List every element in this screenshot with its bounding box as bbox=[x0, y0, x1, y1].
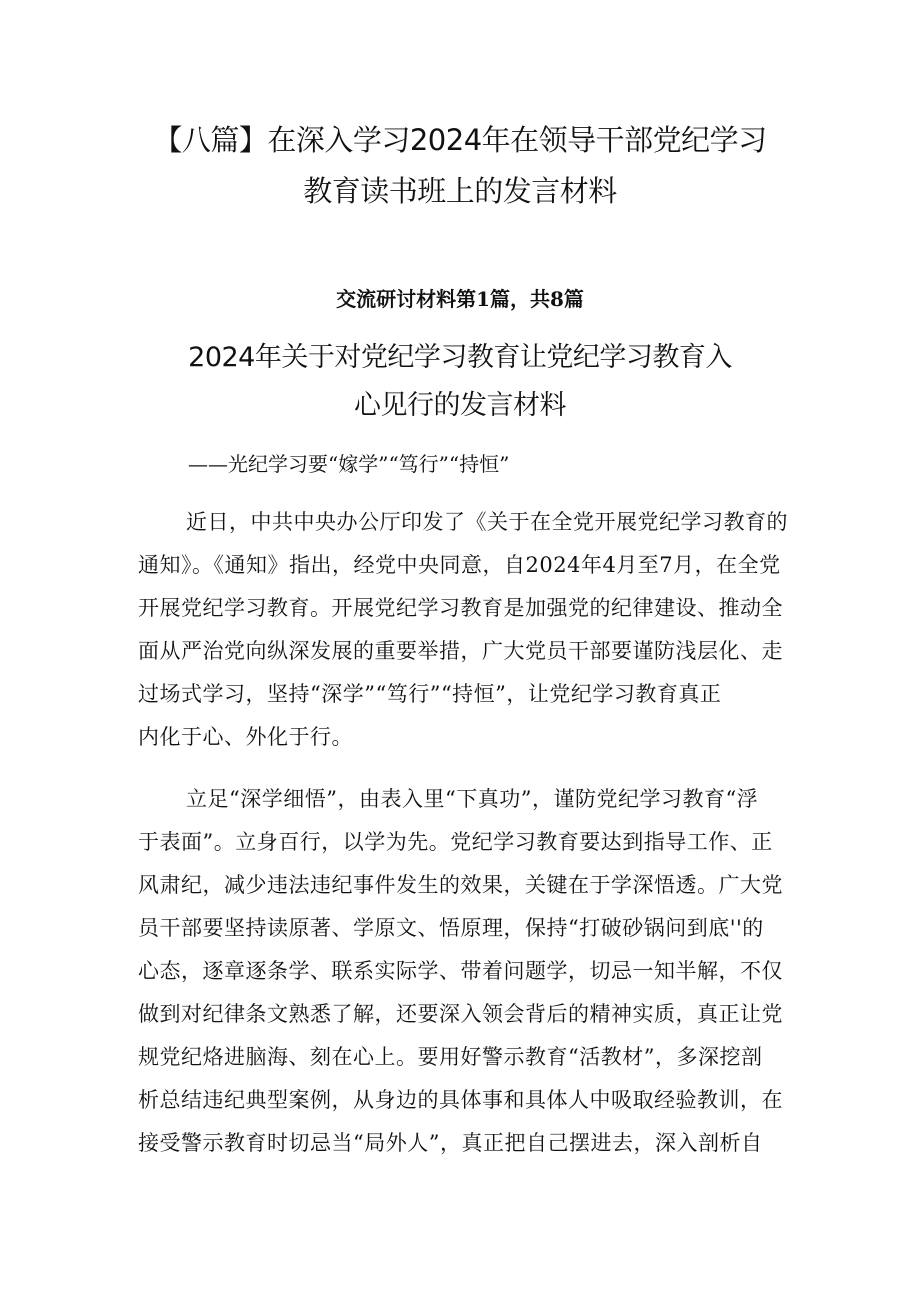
part-label: 交流研讨材料第1篇，共8篇 bbox=[336, 287, 584, 311]
document-title-line-2: 教育读书班上的发言材料 bbox=[303, 174, 617, 208]
paragraph-1-line: 通知》。《通知》指出，经党中央同意，自2024年4月至7月，在全党 bbox=[138, 553, 781, 577]
paragraph-1-line: 过场式学习，坚持“深学”“笃行”“持恒”，让党纪学习教育真正 bbox=[138, 682, 722, 706]
paragraph-2-line: 立足“深学细悟”，由表入里“下真功”，谨防党纪学习教育“浮 bbox=[186, 787, 759, 811]
paragraph-1-line: 面从严治党向纵深发展的重要举措，广大党员干部要谨防浅层化、走 bbox=[138, 639, 783, 663]
paragraph-2-line: 规党纪烙进脑海、刻在心上。要用好警示教育“活教材”，多深挖剖 bbox=[138, 1045, 763, 1069]
paragraph-2-line: 心态，逐章逐条学、联系实际学、带着问题学，切忌一知半解，不仅 bbox=[138, 959, 783, 983]
section-title-line-1: 2024年关于对党纪学习教育让党纪学习教育入 bbox=[188, 342, 732, 373]
paragraph-1-line: 近日，中共中央办公厅印发了《关于在全党开展党纪学习教育的 bbox=[186, 510, 788, 534]
paragraph-2-line: 于表面”。立身百行，以学为先。党纪学习教育要达到指导工作、正 bbox=[138, 830, 773, 854]
document-title-line-1: 【八篇】在深入学习2024年在领导干部党纪学习 bbox=[153, 123, 767, 157]
paragraph-2-line: 员干部要坚持读原著、学原文、悟原理，保持“打破砂锅问到底''的 bbox=[138, 916, 764, 940]
paragraph-2-line: 风肃纪，减少违法违纪事件发生的效果，关键在于学深悟透。广大党 bbox=[138, 873, 783, 897]
paragraph-2-line: 析总结违纪典型案例，从身边的具体事和具体人中吸取经验教训，在 bbox=[138, 1088, 783, 1112]
paragraph-1-line: 开展党纪学习教育。开展党纪学习教育是加强党的纪律建设、推动全 bbox=[138, 596, 783, 620]
paragraph-2-line: 做到对纪律条文熟悉了解，还要深入领会背后的精神实质，真正让党 bbox=[138, 1002, 783, 1026]
section-title-line-2: 心见行的发言材料 bbox=[354, 390, 566, 421]
paragraph-2-line: 接受警示教育时切忌当“局外人”，真正把自己摆进去，深入剖析自 bbox=[138, 1131, 763, 1155]
section-subtitle: ——光纪学习要“嫁学”“笃行”“持恒” bbox=[188, 452, 510, 476]
paragraph-1-line: 内化于心、外化于行。 bbox=[138, 725, 353, 749]
